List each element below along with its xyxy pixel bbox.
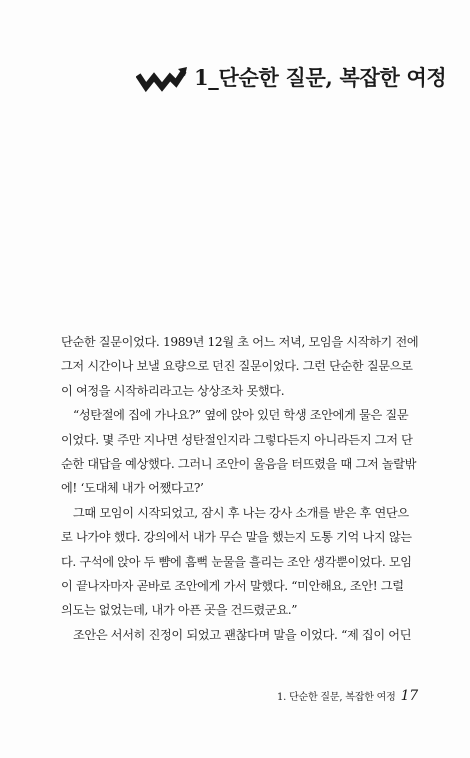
running-title: 1. 단순한 질문, 복잡한 여정 — [276, 692, 396, 703]
paragraph-line: “성탄절에 집에 가나요?” 옆에 앉아 있던 학생 조안에게 물은 질문 — [73, 408, 409, 423]
running-footer — [277, 688, 418, 704]
page-number: 17 — [400, 688, 418, 704]
chapter-title: 1_단순한 질문, 복잡한 여정 — [194, 65, 447, 90]
paragraph-line: 그때 모임이 시작되었고, 잠시 후 나는 강사 소개를 받은 후 연단으 — [73, 505, 409, 520]
paragraph-line: 순한 대답을 예상했다. 그러니 조안이 울음을 터뜨렸을 때 그저 놀랄밖 — [61, 456, 417, 471]
body-text — [61, 330, 417, 647]
paragraph-line: 로 나가야 했다. 강의에서 내가 무슨 말을 했는지 도통 기억 나지 않는 — [61, 530, 412, 545]
zigzag-arrow-icon — [136, 65, 188, 93]
paragraph-line: 이 끝나자마자 곧바로 조안에게 가서 말했다. “미안해요, 조안! 그럴 — [61, 578, 404, 593]
paragraph-line: 이었다. 몇 주만 지나면 성탄절인지라 그렇다든지 아니라든지 그저 단 — [61, 432, 413, 447]
paragraph-line: 에! ‘도대체 내가 어쨌다고?’ — [61, 481, 204, 496]
paragraph-line: 의도는 없었는데, 내가 아픈 곳을 건드렸군요.” — [61, 603, 298, 618]
paragraph-line: 이 여정을 시작하리라고는 상상조차 못했다. — [61, 383, 285, 398]
paragraph-line: 그저 시간이나 보낼 요량으로 던진 질문이었다. 그런 단순한 질문으로 — [61, 359, 413, 374]
chapter-header — [0, 62, 470, 102]
paragraph-line: 다. 구석에 앉아 두 뺨에 흠뻑 눈물을 흘리는 조안 생각뿐이었다. 모임 — [61, 554, 412, 569]
paragraph-line: 조안은 서서히 진정이 되었고 괜찮다며 말을 이었다. “제 집이 어딘 — [73, 627, 412, 642]
paragraph-line: 단순한 질문이었다. 1989년 12월 초 어느 저녁, 모임을 시작하기 전에 — [61, 335, 419, 349]
